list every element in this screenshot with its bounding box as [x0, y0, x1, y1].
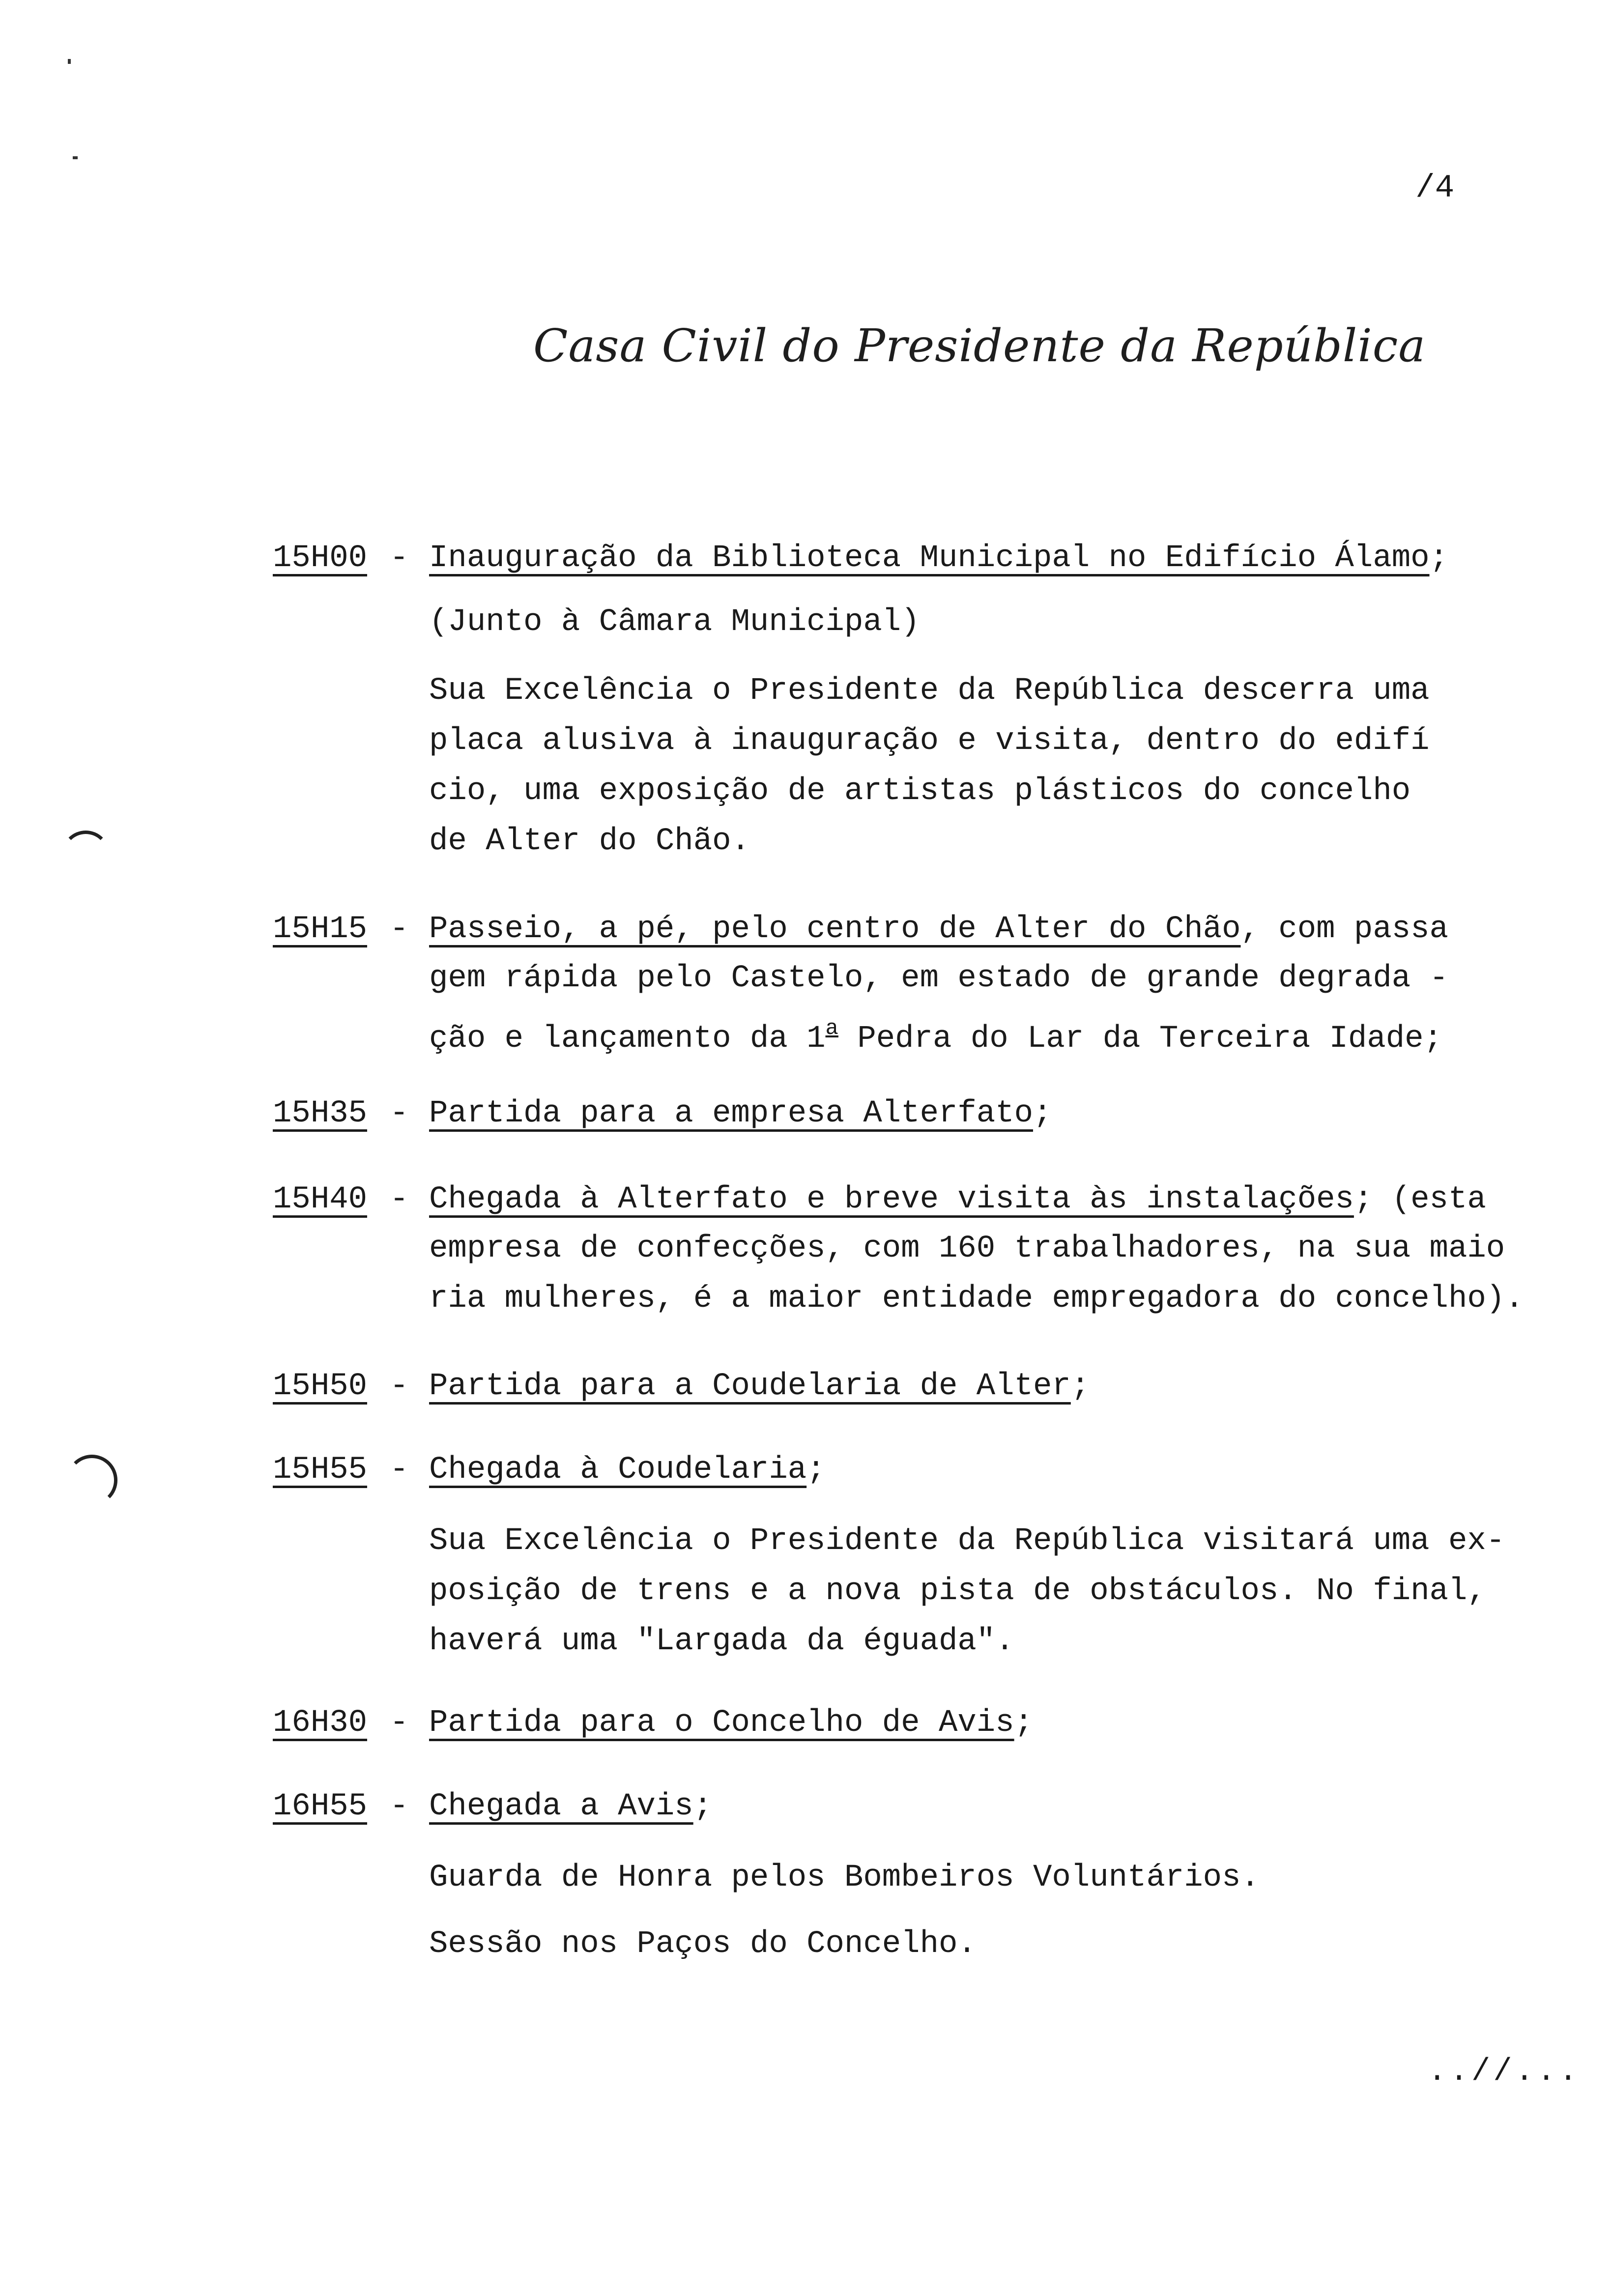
entry-title-text: Chegada a Avis: [429, 1789, 693, 1824]
entry-title: [429, 1781, 712, 1832]
entry-title: [429, 1175, 1486, 1225]
entry-title-suffix: ;: [1070, 1369, 1090, 1404]
entry-line: ria mulheres, é a maior entidade empregadora do concelho).: [429, 1281, 1524, 1317]
entry-time: 15H35: [273, 1096, 368, 1131]
ordinal-indicator: a: [825, 1016, 838, 1041]
entry-title-suffix: ;: [1353, 1182, 1373, 1217]
entry-title-text: Chegada à Coudelaria: [429, 1452, 807, 1488]
entry-title-suffix: ;: [806, 1452, 826, 1488]
entry-time: 15H40: [273, 1182, 368, 1217]
entry-time: 15H55: [273, 1452, 368, 1488]
entry-time: 15H00: [273, 541, 368, 576]
margin-speck: [68, 59, 71, 64]
entry-title-rest: (esta: [1373, 1182, 1486, 1217]
entry-line-part: ção e lançamento da 1: [429, 1021, 826, 1057]
entry-line-part: Pedra do Lar da Terceira Idade;: [857, 1021, 1442, 1057]
entry-title-suffix: ;: [1033, 1096, 1052, 1131]
entry-line: Guarda de Honra pelos Bombeiros Voluntários.: [429, 1860, 1260, 1895]
entry-line: [429, 1004, 1448, 1064]
entry-dash: -: [390, 1452, 409, 1488]
entry-line: (Junto à Câmara Municipal): [429, 604, 920, 640]
entry-line: Sua Excelência o Presidente da República descerra uma: [429, 673, 1430, 709]
entry-line: empresa de confecções, com 160 trabalhadores, na sua maio: [429, 1231, 1505, 1266]
entry-title: [429, 533, 1448, 583]
entry-title-suffix: ;: [1429, 541, 1448, 576]
entry-body: [429, 1919, 977, 1969]
entry-title: [429, 1698, 1033, 1748]
entry-line: haverá uma "Largada da éguada".: [429, 1624, 1014, 1659]
entry-time: 15H50: [273, 1369, 368, 1404]
entry-body: [429, 666, 1430, 866]
entry-line: gem rápida pelo Castelo, em estado de grande degrada -: [429, 961, 1448, 996]
entry-dash: -: [390, 1789, 409, 1824]
entry-time: 15H15: [273, 912, 368, 947]
entry-dash: -: [390, 1096, 409, 1131]
page-number: /4: [1415, 170, 1455, 206]
entry-line: Sessão nos Paços do Concelho.: [429, 1926, 977, 1962]
entry-body: [429, 597, 920, 647]
entry-title-text: Inauguração da Biblioteca Municipal no Edifício Álamo: [429, 541, 1430, 576]
entry-title-text: Chegada à Alterfato e breve visita às instalações: [429, 1182, 1354, 1217]
entry-body: [429, 1516, 1505, 1666]
entry-time: 16H55: [273, 1789, 368, 1824]
entry-title-text: Partida para o Concelho de Avis: [429, 1705, 1014, 1741]
entry-title: [429, 1361, 1090, 1411]
margin-speck: [73, 156, 78, 159]
entry-title-text: Passeio, a pé, pelo centro de Alter do Chão: [429, 912, 1241, 947]
entry-body: [429, 1853, 1260, 1903]
hole-punch-mark: [61, 831, 110, 879]
hole-punch-mark: [66, 1455, 117, 1506]
entry-line: de Alter do Chão.: [429, 824, 750, 859]
entry-dash: -: [390, 1705, 409, 1741]
entry-title-text: Partida para a empresa Alterfato: [429, 1096, 1033, 1131]
continuation-mark: ..//...: [1428, 2054, 1581, 2090]
entry-title: [429, 1445, 826, 1495]
entry-title-rest: com passa: [1259, 912, 1448, 947]
entry-body: [429, 1224, 1524, 1324]
entry-dash: -: [390, 1182, 409, 1217]
entry-line: cio, uma exposição de artistas plásticos do concelho: [429, 774, 1411, 809]
entry-dash: -: [390, 912, 409, 947]
entry-dash: -: [390, 1369, 409, 1404]
entry-title-suffix: ,: [1240, 912, 1260, 947]
entry-line: placa alusiva à inauguração e visita, dentro do edifí: [429, 723, 1430, 759]
entry-title: [429, 904, 1448, 954]
entry-title: [429, 1089, 1052, 1139]
entry-line: Sua Excelência o Presidente da República visitará uma ex-: [429, 1523, 1505, 1559]
letterhead: Casa Civil do Presidente da República: [533, 319, 1426, 372]
entry-title-suffix: ;: [693, 1789, 713, 1824]
entry-time: 16H30: [273, 1705, 368, 1741]
entry-body: [429, 953, 1448, 1064]
entry-dash: -: [390, 541, 409, 576]
entry-title-text: Partida para a Coudelaria de Alter: [429, 1369, 1071, 1404]
entry-title-suffix: ;: [1014, 1705, 1033, 1741]
entry-line: posição de trens e a nova pista de obstáculos. No final,: [429, 1574, 1486, 1609]
